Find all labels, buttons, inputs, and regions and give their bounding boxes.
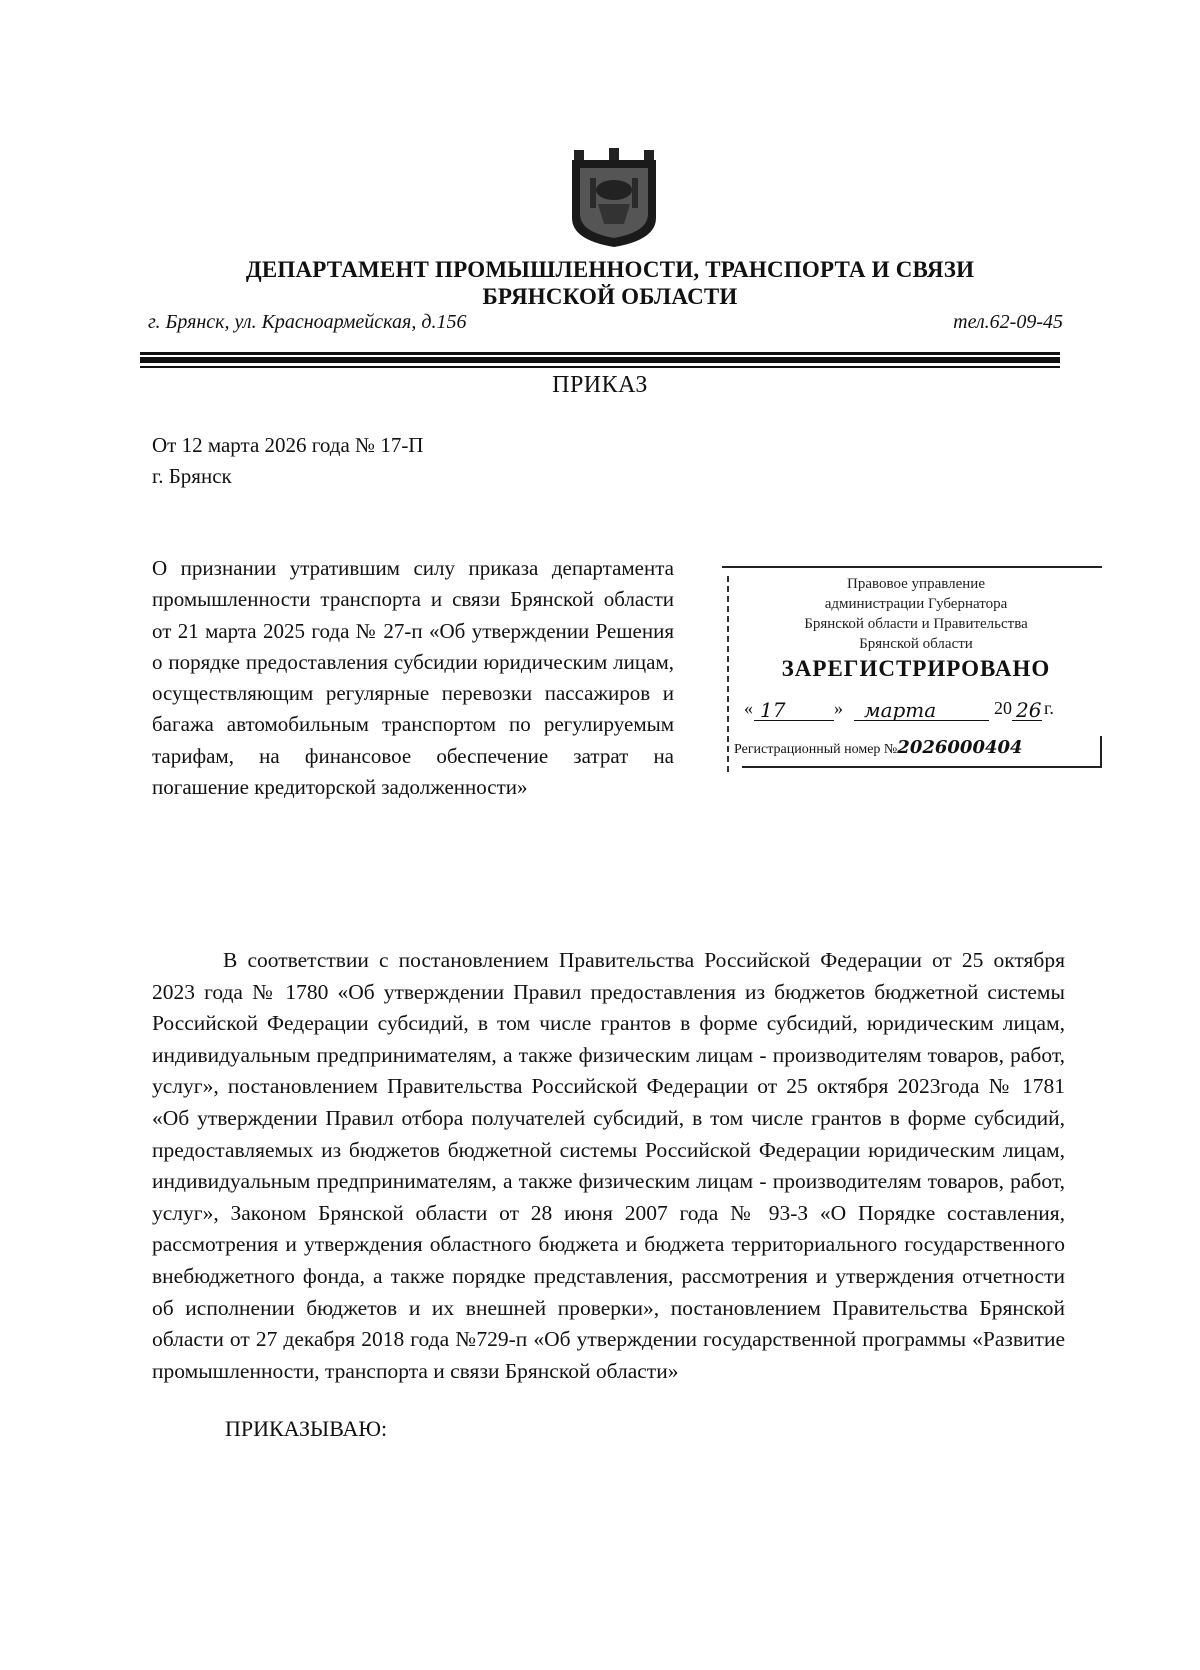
order-city: г. Брянск xyxy=(152,464,232,488)
stamp-org-line3: Брянской области и Правительства xyxy=(804,616,1028,632)
department-name-line1: ДЕПАРТАМЕНТ ПРОМЫШЛЕННОСТИ, ТРАНСПОРТА И СВЯЗИ xyxy=(245,257,975,282)
header-divider xyxy=(140,352,1060,355)
stamp-year-prefix: 20 xyxy=(994,698,1012,718)
department-phone: тел.62-09-45 xyxy=(953,311,1063,333)
stamp-org-line2: администрации Губернатора xyxy=(824,596,1008,612)
order-date-number: От 12 марта 2026 года № 17-П xyxy=(152,433,424,457)
stamp-border-top xyxy=(722,566,1102,568)
stamp-year-mark: г. xyxy=(1044,698,1054,718)
order-subject: О признании утратившим силу приказа департамента промышленности транспорта и связи Брянской области от 21 марта 2025 года № 27-п «Об утверждении Решения о порядке предоставления субсидии юридическим лицам, осуществляющим регулярные перевозки пассажиров и багажа автомобильным транспортом по регулируемым тарифам, на финансовое обеспечение затрат на погашение кредиторской задолженности» xyxy=(152,556,674,800)
header-divider-thin xyxy=(140,366,1060,368)
stamp-day: 17 xyxy=(760,698,786,722)
registration-stamp xyxy=(722,566,1102,770)
stamp-border-bottom xyxy=(742,766,1102,768)
order-directive: ПРИКАЗЫВАЮ: xyxy=(225,1416,388,1441)
stamp-year: 26 xyxy=(1016,698,1042,722)
stamp-reg-number: 2026000404 xyxy=(897,737,1023,758)
stamp-quote-close: » xyxy=(834,698,843,718)
order-body xyxy=(152,945,1065,1387)
header-divider-thick xyxy=(140,357,1060,363)
stamp-year-underline xyxy=(1012,720,1042,721)
stamp-border-right xyxy=(1100,736,1102,768)
stamp-org-line1: Правовое управление xyxy=(847,576,985,592)
department-name-line2: БРЯНСКОЙ ОБЛАСТИ xyxy=(482,284,738,309)
order-body-text: В соответствии с постановлением Правительства Российской Федерации от 25 октября 2023 года № 1780 «Об утверждении Правил предоставления из бюджетов бюджетной системы Российской Федерации субсидий, в том числе грантов в форме субсидий, юридическим лицам, индивидуальным предпринимателям, а также физическим лицам - производителям товаров, работ, услуг», постановлением Правительства Российской Федерации от 25 октября 2023года № 1781 «Об утверждении Правил отбора получателей субсидий, в том числе грантов в форме субсидий, предоставляемых из бюджетов бюджетной системы Российской Федерации юридическим лицам, индивидуальным предпринимателям, а также физическим лицам - производителям товаров, работ, услуг», Законом Брянской области от 28 июня 2007 года № 93-З «О Порядке составления, рассмотрения и утверждения областного бюджета и бюджета территориального государственного внебюджетного фонда, а также порядке представления, рассмотрения и утверждения отчетности об исполнении бюджетов и их внешней проверки», постановлением Правительства Брянской области от 27 декабря 2018 года №729-п «Об утверждении государственной программы «Развитие промышленности, транспорта и связи Брянской области» xyxy=(152,948,1065,1383)
bryansk-coat-of-arms-icon xyxy=(568,148,660,248)
stamp-day-underline xyxy=(754,720,834,721)
stamp-month-underline xyxy=(854,720,989,721)
stamp-status: ЗАРЕГИСТРИРОВАНО xyxy=(781,656,1051,681)
document-title: ПРИКАЗ xyxy=(552,372,648,398)
stamp-registration-number xyxy=(734,737,1023,758)
stamp-month: марта xyxy=(864,698,937,722)
stamp-org-line4: Брянской области xyxy=(859,636,973,652)
stamp-border-left xyxy=(727,576,729,772)
stamp-quote-open: « xyxy=(744,698,753,718)
department-address: г. Брянск, ул. Красноармейская, д.156 xyxy=(148,311,467,333)
stamp-reg-label: Регистрационный номер № xyxy=(734,742,898,757)
